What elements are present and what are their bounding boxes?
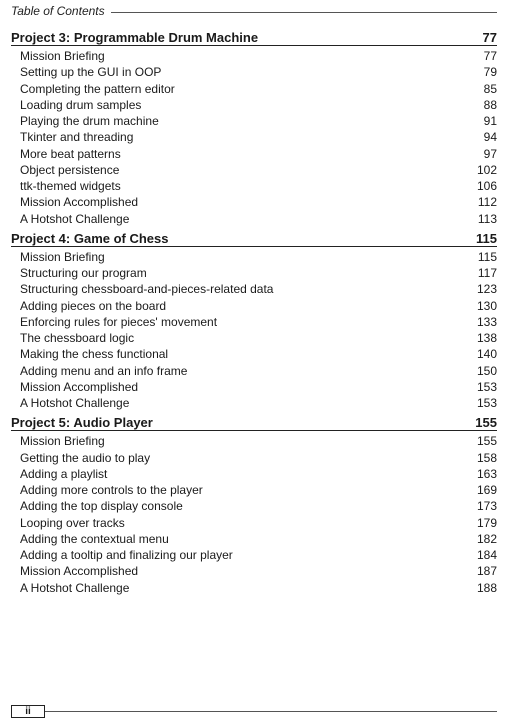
chapter-title: Project 5: Audio Player: [11, 415, 153, 431]
entry-page-number: 169: [476, 483, 497, 498]
toc-entry[interactable]: [11, 211, 497, 227]
toc-entry[interactable]: [11, 178, 497, 194]
chapter-heading[interactable]: [11, 29, 497, 46]
toc-chapter: [11, 230, 497, 412]
entry-page-number: 155: [476, 434, 497, 449]
entry-title: A Hotshot Challenge: [20, 396, 130, 411]
entry-title: Playing the drum machine: [20, 114, 159, 129]
toc-entry[interactable]: [11, 162, 497, 178]
entry-page-number: 153: [476, 396, 497, 411]
entry-title: Mission Briefing: [20, 49, 105, 64]
toc-entry[interactable]: [11, 64, 497, 80]
toc-entry[interactable]: [11, 249, 497, 265]
entry-title: Adding a playlist: [20, 466, 108, 481]
toc-entry[interactable]: [11, 395, 497, 411]
entry-title: Tkinter and threading: [20, 130, 134, 145]
chapter-title: Project 4: Game of Chess: [11, 230, 169, 246]
toc-entry[interactable]: [11, 97, 497, 113]
entry-page-number: 150: [476, 363, 497, 378]
entry-page-number: 153: [476, 379, 497, 394]
toc-chapter: [11, 414, 497, 596]
toc-entry[interactable]: [11, 81, 497, 97]
entry-page-number: 77: [483, 49, 497, 64]
toc-entry[interactable]: [11, 265, 497, 281]
chapter-heading[interactable]: [11, 230, 497, 247]
entry-title: The chessboard logic: [20, 331, 135, 346]
entry-title: Looping over tracks: [20, 515, 125, 530]
entry-page-number: 130: [476, 298, 497, 313]
entry-title: Adding more controls to the player: [20, 483, 203, 498]
entry-title: Structuring chessboard-and-pieces-related data: [20, 282, 274, 297]
running-head-title: Table of Contents: [11, 4, 105, 18]
entry-title: More beat patterns: [20, 146, 121, 161]
toc-entry[interactable]: [11, 281, 497, 297]
toc-entry[interactable]: [11, 515, 497, 531]
toc-entry[interactable]: [11, 433, 497, 449]
entry-title: Mission Accomplished: [20, 564, 139, 579]
toc-entry[interactable]: [11, 146, 497, 162]
entry-page-number: 112: [477, 195, 497, 210]
entry-page-number: 187: [476, 564, 497, 579]
chapter-entries: [11, 431, 497, 596]
chapter-page-number: 115: [476, 230, 497, 246]
table-of-contents: [11, 29, 497, 599]
entry-title: Adding menu and an info frame: [20, 363, 188, 378]
toc-entry[interactable]: [11, 363, 497, 379]
entry-title: Adding pieces on the board: [20, 298, 167, 313]
page-number: ii: [11, 705, 45, 718]
entry-page-number: 133: [476, 314, 497, 329]
entry-title: A Hotshot Challenge: [20, 211, 130, 226]
entry-title: Mission Briefing: [20, 434, 105, 449]
entry-page-number: 163: [476, 466, 497, 481]
toc-chapter: [11, 29, 497, 227]
entry-title: Enforcing rules for pieces' movement: [20, 314, 218, 329]
chapter-page-number: 77: [482, 30, 497, 45]
running-head: [11, 3, 497, 19]
toc-entry[interactable]: [11, 48, 497, 64]
entry-page-number: 184: [476, 548, 497, 563]
toc-entry[interactable]: [11, 314, 497, 330]
entry-page-number: 115: [477, 249, 497, 264]
entry-page-number: 102: [476, 162, 497, 177]
footer-rule: [45, 711, 497, 712]
entry-page-number: 91: [483, 114, 497, 129]
entry-title: ttk-themed widgets: [20, 179, 121, 194]
page-footer: [11, 703, 497, 719]
entry-page-number: 85: [483, 81, 497, 96]
entry-title: Object persistence: [20, 162, 120, 177]
entry-title: Mission Briefing: [20, 249, 105, 264]
entry-title: Making the chess functional: [20, 347, 169, 362]
toc-entry[interactable]: [11, 379, 497, 395]
entry-page-number: 188: [476, 580, 497, 595]
chapter-entries: [11, 46, 497, 227]
entry-page-number: 113: [477, 211, 497, 226]
entry-page-number: 106: [476, 179, 497, 194]
entry-page-number: 79: [483, 65, 497, 80]
entry-title: Structuring our program: [20, 266, 147, 281]
entry-page-number: 94: [483, 130, 497, 145]
entry-title: A Hotshot Challenge: [20, 580, 130, 595]
entry-page-number: 140: [476, 347, 497, 362]
entry-title: Adding a tooltip and finalizing our player: [20, 548, 233, 563]
entry-page-number: 138: [476, 331, 497, 346]
toc-entry[interactable]: [11, 330, 497, 346]
entry-title: Mission Accomplished: [20, 195, 139, 210]
toc-entry[interactable]: [11, 498, 497, 514]
toc-entry[interactable]: [11, 450, 497, 466]
toc-entry[interactable]: [11, 531, 497, 547]
entry-title: Getting the audio to play: [20, 450, 151, 465]
entry-title: Completing the pattern editor: [20, 81, 175, 96]
running-head-rule: [111, 12, 497, 13]
entry-page-number: 182: [476, 531, 497, 546]
toc-entry[interactable]: [11, 346, 497, 362]
chapter-page-number: 155: [475, 415, 497, 431]
entry-page-number: 88: [483, 97, 497, 112]
toc-entry[interactable]: [11, 482, 497, 498]
entry-page-number: 123: [476, 282, 497, 297]
entry-title: Adding the contextual menu: [20, 531, 169, 546]
entry-title: Loading drum samples: [20, 97, 142, 112]
chapter-heading[interactable]: [11, 414, 497, 431]
entry-page-number: 179: [476, 515, 497, 530]
toc-entry[interactable]: [11, 194, 497, 210]
toc-entry[interactable]: [11, 298, 497, 314]
toc-entry[interactable]: [11, 113, 497, 129]
entry-title: Setting up the GUI in OOP: [20, 65, 162, 80]
entry-page-number: 97: [483, 146, 497, 161]
toc-entry[interactable]: [11, 129, 497, 145]
toc-entry[interactable]: [11, 580, 497, 596]
chapter-entries: [11, 247, 497, 412]
chapter-title: Project 3: Programmable Drum Machine: [11, 30, 259, 45]
entry-title: Mission Accomplished: [20, 379, 139, 394]
entry-page-number: 117: [477, 266, 497, 281]
entry-page-number: 158: [476, 450, 497, 465]
toc-entry[interactable]: [11, 547, 497, 563]
toc-entry[interactable]: [11, 466, 497, 482]
entry-page-number: 173: [476, 499, 497, 514]
entry-title: Adding the top display console: [20, 499, 183, 514]
toc-entry[interactable]: [11, 563, 497, 579]
